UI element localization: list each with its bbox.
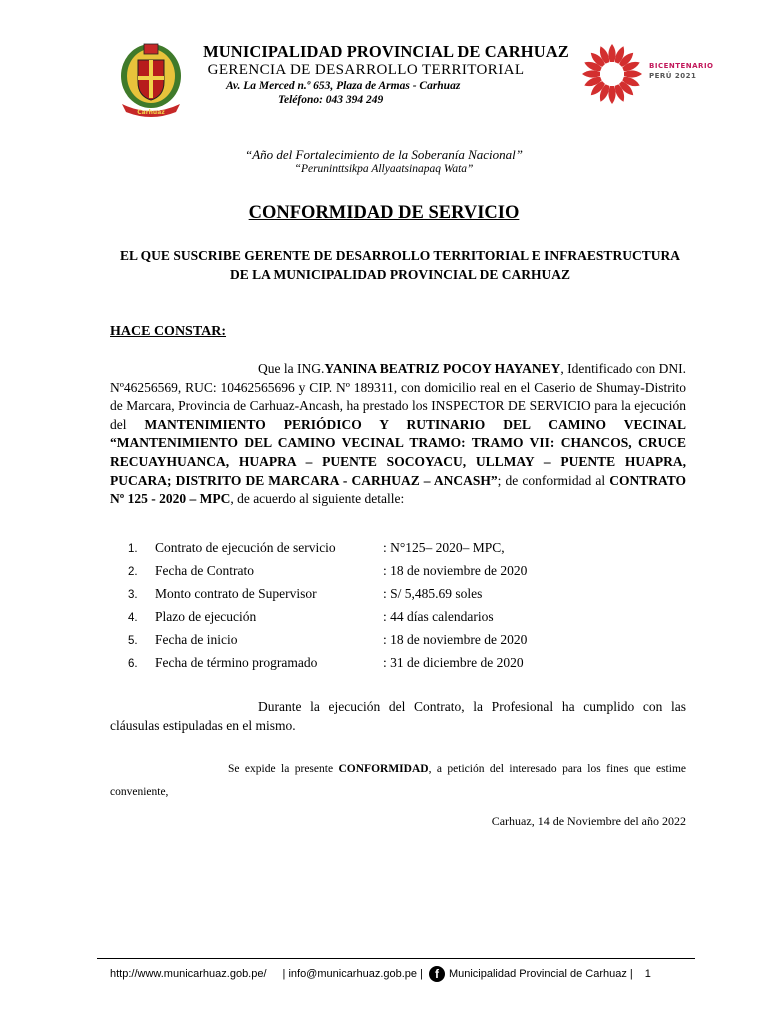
body-paragraph — [110, 360, 686, 509]
footer-divider — [97, 958, 695, 959]
list-label: Fecha de Contrato — [155, 563, 254, 578]
list-value: : S/ 5,485.69 soles — [383, 586, 483, 601]
list-number: 4. — [128, 612, 138, 624]
year-name-quechua: “Peruninttsikpa Allyaatsinapaq Wata” — [294, 163, 474, 175]
list-item — [128, 586, 688, 609]
footer-email-link[interactable]: | info@municarhuaz.gob.pe | — [282, 968, 423, 980]
municipality-name: MUNICIPALIDAD PROVINCIAL DE CARHUAZ — [203, 42, 569, 61]
detail-list — [128, 540, 688, 678]
compliance-paragraph — [110, 697, 686, 735]
list-number: 3. — [128, 589, 138, 601]
list-item — [128, 540, 688, 563]
issuance-text-2: , a petición del interesado para los fines que estime conveniente, — [110, 763, 686, 798]
list-item — [128, 609, 688, 632]
issuance-paragraph — [110, 758, 686, 804]
municipal-crest-logo — [116, 38, 186, 120]
document-date: Carhuaz, 14 de Noviembre del año 2022 — [491, 814, 686, 828]
issuance-text-1: Se expide la presente — [228, 763, 339, 775]
list-number: 2. — [128, 566, 138, 578]
list-value: : 31 de diciembre de 2020 — [383, 655, 524, 670]
list-label: Fecha de inicio — [155, 632, 238, 647]
list-label: Fecha de término programado — [155, 655, 318, 670]
hace-constar-heading: HACE CONSTAR: — [110, 324, 227, 339]
footer-facebook-link[interactable]: Municipalidad Provincial de Carhuaz | — [448, 968, 633, 980]
compliance-text: Durante la ejecución del Contrato, la Profesional ha cumplido con las cláusulas estipuladas en el mismo. — [110, 699, 686, 733]
bicentennial-year: PERÚ 2021 — [649, 72, 697, 80]
contract-number: CONTRATO Nº 125 - 2020 – MPC — [110, 472, 686, 507]
list-item — [128, 563, 688, 586]
intro-heading: EL QUE SUSCRIBE GERENTE DE DESARROLLO TERRITORIAL E INFRAESTRUCTURA DE LA MUNICIPALIDAD PROVINCIAL DE CARHUAZ — [120, 248, 680, 282]
project-name: MANTENIMIENTO PERIÓDICO Y RUTINARIO DEL CAMINO VECINAL “MANTENIMIENTO DEL CAMINO VECINAL TRAMO: TRAMO VII: CHANCOS, CRUCE RECUAYHUANCA, HUAPRA – PUENTE SOCOYACU, ULLMAY – PUENTE HUAPRA, PUCARA; DISTRITO DE MARCARA - CARHUAZ – ANCASH” — [110, 416, 686, 488]
list-label: Contrato de ejecución de servicio — [155, 540, 336, 555]
body-text-4: , de acuerdo al siguiente detalle: — [230, 491, 405, 507]
body-text-2: , Identificado con DNI. Nº46256569, RUC: 10462565696 y CIP. Nº 189311, con domicilio real en el Caserio de Shumay-Distrito de Marcara, Provincia de Carhuaz-Ancash, ha prestado los INSPECTOR DE SERVICIO para la ejecución del — [110, 361, 686, 432]
page-number: 1 — [644, 968, 651, 980]
list-value: : 18 de noviembre de 2020 — [383, 563, 528, 578]
bicentennial-label: BICENTENARIO — [649, 62, 714, 70]
crest-ribbon-text: Carhuaz — [137, 109, 165, 116]
year-name-spanish: “Año del Fortalecimiento de la Soberanía Nacional” — [244, 147, 524, 162]
list-item — [128, 632, 688, 655]
list-value: : 44 días calendarios — [383, 609, 494, 624]
list-item — [128, 655, 688, 678]
list-number: 6. — [128, 658, 138, 670]
list-value: : 18 de noviembre de 2020 — [383, 632, 528, 647]
engineer-name: YANINA BEATRIZ POCOY HAYANEY — [324, 361, 561, 376]
list-number: 5. — [128, 635, 138, 647]
list-number: 1. — [128, 543, 138, 555]
list-label: Monto contrato de Supervisor — [155, 586, 317, 601]
header-phone: Teléfono: 043 394 249 — [278, 94, 384, 106]
department-name: GERENCIA DE DESARROLLO TERRITORIAL — [207, 62, 525, 78]
body-text-1: Que la ING. — [258, 361, 325, 376]
body-text-3: ; de conformidad al — [497, 472, 610, 488]
document-title: CONFORMIDAD DE SERVICIO — [248, 203, 520, 223]
footer-website-link[interactable]: http://www.municarhuaz.gob.pe/ — [110, 968, 267, 980]
list-value: : N°125– 2020– MPC, — [383, 540, 505, 555]
header-address: Av. La Merced n.º 653, Plaza de Armas - Carhuaz — [226, 80, 461, 92]
issuance-bold: CONFORMIDAD — [338, 763, 429, 775]
footer — [110, 966, 651, 982]
bicentennial-logo — [580, 42, 644, 106]
list-label: Plazo de ejecución — [155, 609, 257, 624]
facebook-icon[interactable]: f — [429, 966, 445, 982]
